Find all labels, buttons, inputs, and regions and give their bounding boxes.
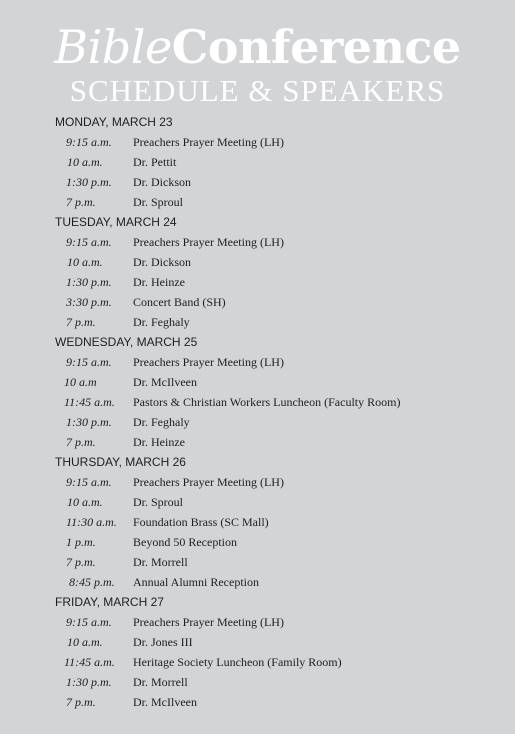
event-name: Dr. Morrell [133,555,188,569]
event-name: Dr. Jones III [133,635,193,649]
event-time: 11:45 a.m. [64,655,115,669]
event-time: 11:30 a.m. [66,515,117,529]
event-row [55,572,505,592]
event-time: 10 a.m. [67,255,103,269]
event-time: 3:30 p.m. [66,295,112,309]
event-time: 10 a.m. [67,635,103,649]
page-header [0,20,515,106]
event-row [55,612,505,632]
event-time: 1:30 p.m. [66,415,112,429]
event-row [55,372,505,392]
event-row [55,312,505,332]
event-name: Dr. Feghaly [133,315,190,329]
event-time: 11:45 a.m. [64,395,115,409]
event-name: Heritage Society Luncheon (Family Room) [133,655,342,669]
event-time: 9:15 a.m. [66,135,112,149]
event-row [55,512,505,532]
event-name: Dr. Sproul [133,495,184,509]
event-row [55,492,505,512]
day-heading: MONDAY, MARCH 23 [55,115,173,129]
event-row [55,152,505,172]
event-name: Dr. Heinze [133,435,185,449]
event-name: Dr. Dickson [133,255,191,269]
event-row [55,412,505,432]
event-name: Preachers Prayer Meeting (LH) [133,355,284,369]
event-time: 7 p.m. [66,195,96,209]
event-row [55,552,505,572]
title-italic-part: Bible [54,20,172,74]
event-row [55,432,505,452]
event-time: 1:30 p.m. [66,275,112,289]
day-heading: THURSDAY, MARCH 26 [55,455,186,469]
event-name: Dr. Pettit [133,155,177,169]
event-name: Pastors & Christian Workers Luncheon (Faculty Room) [133,395,401,409]
event-name: Dr. Feghaly [133,415,190,429]
event-row [55,672,505,692]
event-time: 9:15 a.m. [66,355,112,369]
event-name: Preachers Prayer Meeting (LH) [133,615,284,629]
day-heading: WEDNESDAY, MARCH 25 [55,335,198,349]
title-bold-part: Conference [171,20,461,74]
event-time: 10 a.m. [67,495,103,509]
event-time: 1:30 p.m. [66,675,112,689]
event-row [55,192,505,212]
page-title [0,20,515,74]
event-time: 10 a.m [64,375,97,389]
event-name: Dr. Dickson [133,175,191,189]
event-time: 9:15 a.m. [66,475,112,489]
event-name: Dr. Sproul [133,195,184,209]
event-row [55,272,505,292]
event-name: Foundation Brass (SC Mall) [133,515,269,529]
day-heading: TUESDAY, MARCH 24 [55,215,177,229]
event-row [55,172,505,192]
event-time: 1 p.m. [66,535,96,549]
event-name: Preachers Prayer Meeting (LH) [133,135,284,149]
event-row [55,632,505,652]
event-name: Preachers Prayer Meeting (LH) [133,235,284,249]
event-row [55,692,505,712]
event-row [55,652,505,672]
event-name: Dr. McIlveen [133,695,197,709]
event-time: 9:15 a.m. [66,615,112,629]
event-name: Preachers Prayer Meeting (LH) [133,475,284,489]
event-row [55,252,505,272]
event-time: 1:30 p.m. [66,175,112,189]
event-row [55,232,505,252]
event-row [55,132,505,152]
event-time: 7 p.m. [66,315,96,329]
event-time: 7 p.m. [66,435,96,449]
event-name: Concert Band (SH) [133,295,226,309]
event-row [55,292,505,312]
schedule-list [55,112,505,712]
event-name: Annual Alumni Reception [133,575,259,589]
event-row [55,352,505,372]
event-time: 7 p.m. [66,555,96,569]
event-time: 8:45 p.m. [69,575,115,589]
event-name: Beyond 50 Reception [133,535,237,549]
event-name: Dr. Heinze [133,275,185,289]
event-time: 9:15 a.m. [66,235,112,249]
day-heading: FRIDAY, MARCH 27 [55,595,164,609]
event-row [55,532,505,552]
event-time: 7 p.m. [66,695,96,709]
event-name: Dr. McIlveen [133,375,197,389]
event-name: Dr. Morrell [133,675,188,689]
page-subtitle: SCHEDULE & SPEAKERS [69,73,446,108]
event-row [55,472,505,492]
event-row [55,392,505,412]
event-time: 10 a.m. [67,155,103,169]
